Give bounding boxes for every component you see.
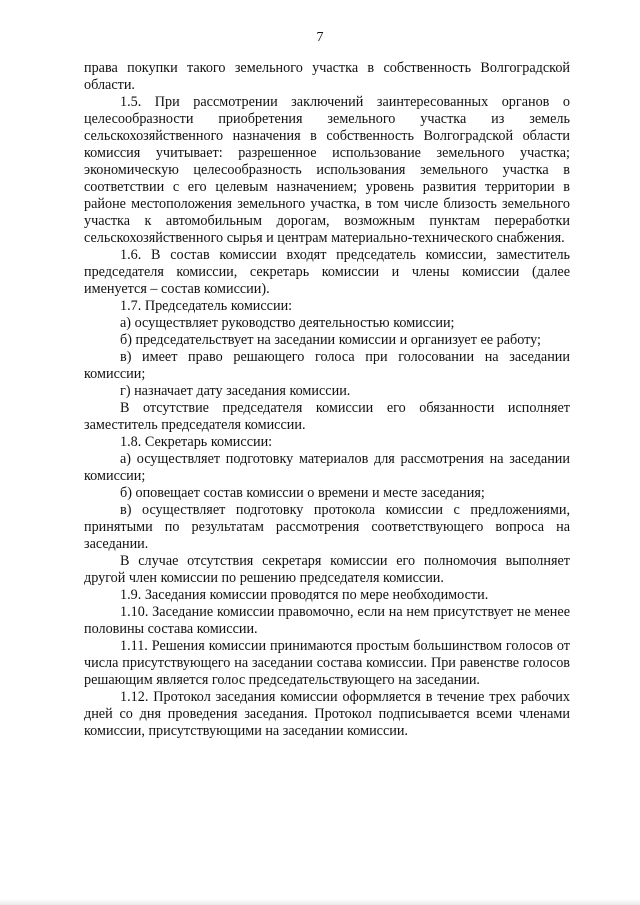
list-item-1-7-a: а) осуществляет руководство деятельностью комиссии; <box>120 315 455 331</box>
paragraph-1-9: 1.9. Заседания комиссии проводятся по мере необходимости. <box>120 587 489 603</box>
document-body <box>84 60 570 740</box>
paragraph-1-11: 1.11. Решения комиссии принимаются простым большинством голосов от числа присутствующего на заседании состава комиссии. При равенстве голосов решающим является голос председательствующего на заседании. <box>84 638 570 688</box>
paragraph-1-12: 1.12. Протокол заседания комиссии оформляется в течение трех рабочих дней со дня проведения заседания. Протокол подписывается всеми членами комиссии, присутствующими на заседании комиссии. <box>84 689 570 739</box>
paragraph-1-7-heading: 1.7. Председатель комиссии: <box>120 298 293 314</box>
list-item-1-7-v: в) имеет право решающего голоса при голосовании на заседании комиссии; <box>84 349 570 382</box>
paragraph-secretary-absence: В случае отсутствия секретаря комиссии его полномочия выполняет другой член комиссии по решению председателя комиссии. <box>84 553 570 586</box>
page-number: 7 <box>316 30 324 45</box>
paragraph-1-5: 1.5. При рассмотрении заключений заинтересованных органов о целесообразности приобретения земельного участка из земель сельскохозяйственного назначения в собственность Волгоградской области комиссия учитывает: разрешенное использование земельного участка; экономическую целесообразность использования земельного участка в соответствии с его целевым назначением; уровень развития территории в районе местоположения земельного участка, в том числе близость земельного участка к автомобильным дорогам, возможным пунктам переработки сельскохозяйственного сырья и центрам материально-технического снабжения. <box>84 94 570 246</box>
list-item-1-7-g: г) назначает дату заседания комиссии. <box>120 383 351 399</box>
paragraph-continuation: права покупки такого земельного участка в собственность Волгоградской области. <box>84 60 570 93</box>
list-item-1-7-b: б) председательствует на заседании комиссии и организует ее работу; <box>120 332 541 348</box>
paragraph-1-8-heading: 1.8. Секретарь комиссии: <box>120 434 273 450</box>
paragraph-1-10: 1.10. Заседание комиссии правомочно, если на нем присутствует не менее половины состава комиссии. <box>84 604 570 637</box>
paragraph-1-6: 1.6. В состав комиссии входят председатель комиссии, заместитель председателя комиссии, секретарь комиссии и члены комиссии (далее именуется – состав комиссии). <box>84 247 570 297</box>
list-item-1-8-a: а) осуществляет подготовку материалов для рассмотрения на заседании комиссии; <box>84 451 570 484</box>
paragraph-chair-absence: В отсутствие председателя комиссии его обязанности исполняет заместитель председателя комиссии. <box>84 400 570 433</box>
list-item-1-8-v: в) осуществляет подготовку протокола комиссии с предложениями, принятыми по результатам рассмотрения соответствующего вопроса на заседании. <box>84 502 570 552</box>
list-item-1-8-b: б) оповещает состав комиссии о времени и месте заседания; <box>120 485 485 501</box>
scan-edge-divider <box>0 899 640 905</box>
